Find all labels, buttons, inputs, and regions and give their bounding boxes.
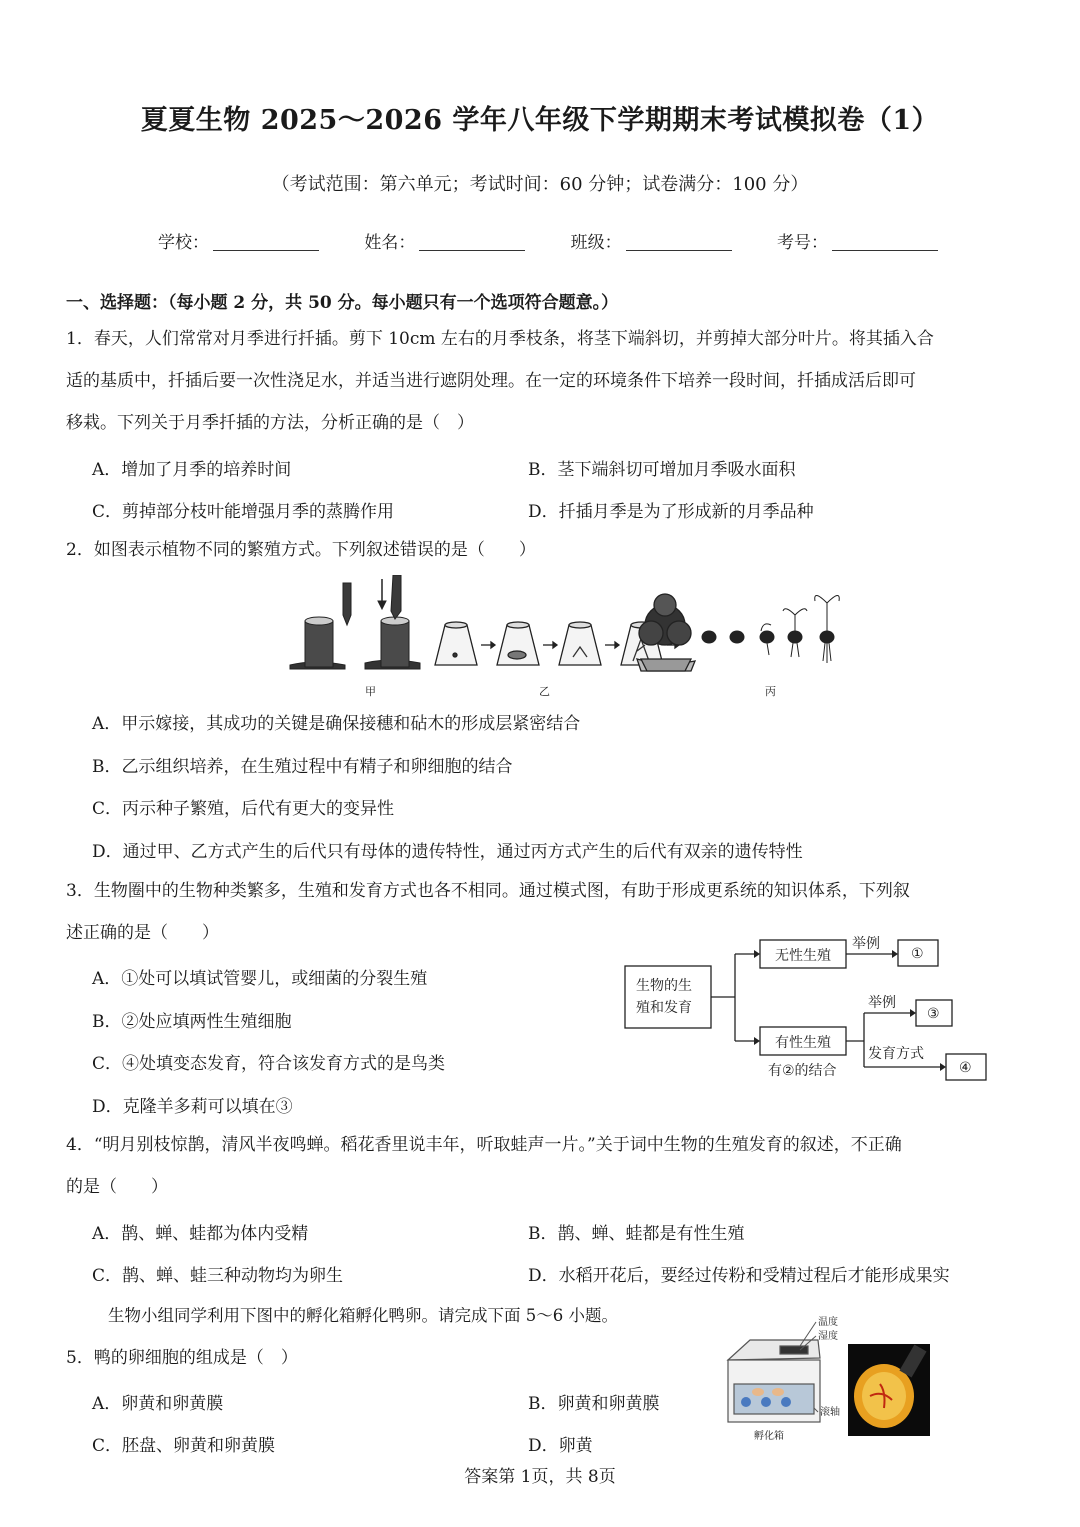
q1-option-b: B．茎下端斜切可增加月季吸水面积 [528,460,796,480]
q2-option-d: D．通过甲、乙方式产生的后代只有母体的遗传特性，通过丙方式产生的后代有双亲的遗传特性 [92,842,803,862]
question-1-stem: 1．春天，人们常常对月季进行扦插。剪下 10cm 左右的月季枝条，将茎下端斜切，并剪掉大部分叶片。将其插入合 适的基质中，扦插后要一次性浇足水，并适当进行遮阴处理。在一定的环境条件下培养一段时间，扦插成活后即可 移栽。下列关于月季扦插的方法，分析正确的是（ ） [66,329,934,433]
q3-option-c: C．④处填变态发育，符合该发育方式的是鸟类 [92,1054,446,1074]
question-4-stem: 4．“明月别枝惊鹊，清风半夜鸣蝉。稻花香里说丰年，听取蛙声一片。”关于词中生物的生殖发育的叙述，不正确 的是（ ） [66,1135,902,1197]
sexual-label: 有性生殖 [775,1035,831,1051]
page-footer: 答案第 1页，共 8页 [464,1467,616,1487]
temperature-label: 温度 [818,1317,838,1328]
question-5-stem: 5．鸭的卵细胞的组成是（ ） [66,1348,298,1368]
incubator-label: 孵化箱 [754,1431,784,1442]
root-box [625,966,711,1028]
blank-1-label: ① [911,946,924,962]
seed-germination-illustration [702,595,839,663]
asexual-label: 无性生殖 [775,948,831,964]
q4-option-b: B．鹊、蝉、蛙都是有性生殖 [528,1224,745,1244]
propagation-figure [285,575,865,700]
q1-option-d: D．扦插月季是为了形成新的月季品种 [528,502,814,522]
name-field[interactable]: 姓名： [364,228,525,253]
blank-3-label: ③ [927,1006,940,1022]
q3-option-a: A．①处可以填试管婴儿，或细菌的分裂生殖 [92,969,428,989]
q1-option-c: C．剪掉部分枝叶能增强月季的蒸腾作用 [92,502,395,522]
humidity-label: 湿度 [818,1331,838,1342]
fusion-note: 有②的结合 [768,1063,837,1079]
exam-scope: （考试范围：第六单元；考试时间：60 分钟；试卷满分：100 分） [271,174,809,195]
q5-option-c: C．胚盘、卵黄和卵黄膜 [92,1436,276,1456]
figure-label-yi: 乙 [539,685,550,698]
q2-option-c: C．丙示种子繁殖，后代有更大的变异性 [92,799,395,819]
q5-option-d: D．卵黄 [528,1436,593,1456]
roller-label: 滚轴 [820,1407,840,1418]
grafting-illustration [290,575,420,669]
exam-number-field[interactable]: 考号： [777,228,938,253]
page-title: 夏夏生物 2025～2026 学年八年级下学期期末考试模拟卷（1） [140,105,940,136]
example-label-2: 举例 [868,995,896,1011]
q5-option-a: A．卵黄和卵黄膜 [92,1394,224,1414]
section-title: 一、选择题：（每小题 2 分，共 50 分。每小题只有一个选项符合题意。） [66,293,619,313]
example-label-1: 举例 [852,936,880,952]
q1-option-a: A．增加了月季的培养时间 [92,460,292,480]
question-2-stem: 2．如图表示植物不同的繁殖方式。下列叙述错误的是（ ） [66,540,536,560]
question-3-stem: 3．生物圈中的生物种类繁多，生殖和发育方式也各不相同。通过模式图，有助于形成更系统的知识体系，下列叙 述正确的是（ ） [66,881,910,943]
blank-4-label: ④ [959,1060,972,1076]
q4-option-c: C．鹊、蝉、蛙三种动物均为卵生 [92,1266,344,1286]
q2-option-a: A．甲示嫁接，其成功的关键是确保接穗和砧木的形成层紧密结合 [92,714,581,734]
q5-6-intro: 生物小组同学利用下图中的孵化箱孵化鸭卵。请完成下面 5～6 小题。 [108,1306,618,1325]
q3-option-d: D．克隆羊多莉可以填在③ [92,1097,293,1117]
root-label-line2: 殖和发育 [636,1000,692,1016]
development-label: 发育方式 [868,1046,924,1062]
reproduction-concept-diagram [620,932,1000,1082]
school-field[interactable]: 学校： [158,228,319,253]
q4-option-d: D．水稻开花后，要经过传粉和受精过程后才能形成果实 [528,1266,950,1286]
q4-option-a: A．鹊、蝉、蛙都为体内受精 [92,1224,309,1244]
q2-option-b: B．乙示组织培养，在生殖过程中有精子和卵细胞的结合 [92,757,513,777]
q5-option-b: B．卵黄和卵黄膜 [528,1394,660,1414]
student-info-row [158,228,938,253]
figure-label-jia: 甲 [365,685,376,698]
q3-option-b: B．②处应填两性生殖细胞 [92,1012,292,1032]
root-label-line1: 生物的生 [636,978,692,994]
figure-label-bing: 丙 [765,685,776,698]
class-field[interactable]: 班级： [571,228,732,253]
tissue-culture-illustration [435,594,695,671]
